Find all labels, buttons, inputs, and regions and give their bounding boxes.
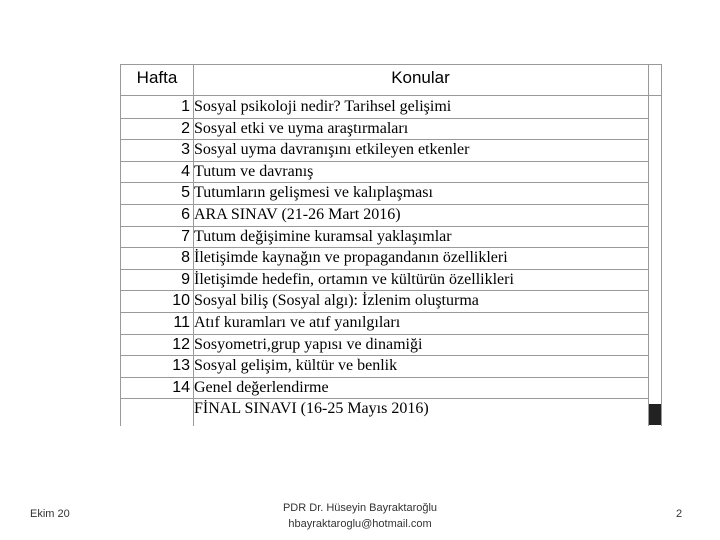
table-row	[121, 226, 648, 249]
topic-text: Sosyal etki ve uyma araştırmaları	[194, 119, 409, 137]
topic-text: FİNAL SINAVI (16-25 Mayıs 2016)	[194, 400, 429, 418]
week-number: 14	[172, 378, 190, 396]
column-divider	[648, 65, 649, 426]
dark-cell	[649, 404, 661, 425]
topic-text: Sosyal biliş (Sosyal algı): İzlenim oluşturma	[194, 292, 479, 310]
table-row	[121, 161, 648, 184]
topic-text: İletişimde hedefin, ortamın ve kültürün özellikleri	[194, 270, 514, 288]
table-row	[121, 312, 648, 335]
week-number: 3	[181, 141, 190, 159]
topic-text: Tutumların gelişmesi ve kalıplaşması	[194, 184, 433, 202]
table-header	[121, 65, 662, 96]
table-row	[121, 182, 648, 205]
week-number: 8	[181, 249, 190, 267]
topic-text: Sosyal uyma davranışını etkileyen etkenler	[194, 141, 470, 159]
table-row	[121, 398, 648, 420]
week-number: 5	[181, 184, 190, 202]
column-divider	[661, 65, 662, 426]
table-row	[121, 247, 648, 270]
topic-text: Tutum ve davranış	[194, 162, 314, 180]
schedule-table	[120, 64, 662, 426]
footer-date: Ekim 20	[30, 508, 70, 520]
topic-text: Sosyal gelişim, kültür ve benlik	[194, 357, 398, 375]
topic-text: Genel değerlendirme	[194, 378, 329, 396]
table-row	[121, 355, 648, 378]
header-topics: Konular	[391, 68, 450, 87]
table-row	[121, 334, 648, 357]
week-number: 6	[181, 206, 190, 223]
header-week: Hafta	[136, 68, 178, 87]
table-row	[121, 269, 648, 292]
week-number: 9	[181, 270, 190, 288]
topic-text: Atıf kuramları ve atıf yanılgıları	[194, 314, 401, 331]
topic-text: Sosyal psikoloji nedir? Tarihsel gelişimi	[194, 98, 452, 115]
table-row	[121, 204, 648, 227]
table-row	[121, 139, 648, 162]
page-number: 2	[676, 508, 683, 520]
topic-text: ARA SINAV (21-26 Mart 2016)	[194, 206, 401, 223]
week-number: 7	[181, 227, 190, 245]
topic-text: Sosyometri,grup yapısı ve dinamiği	[194, 335, 423, 353]
week-number: 13	[172, 357, 190, 375]
table-row	[121, 290, 648, 313]
week-number: 2	[181, 119, 190, 137]
table-row	[121, 118, 648, 141]
week-number: 11	[173, 314, 190, 331]
topic-text: Tutum değişimine kuramsal yaklaşımlar	[194, 227, 452, 245]
table-row	[121, 377, 648, 400]
footer-author-email: hbayraktaroglu@hotmail.com	[288, 518, 432, 530]
week-number: 4	[181, 162, 190, 180]
footer-author-name: PDR Dr. Hüseyin Bayraktaroğlu	[282, 502, 438, 514]
topic-text: İletişimde kaynağın ve propagandanın özellikleri	[194, 249, 508, 267]
week-number: 10	[172, 292, 190, 310]
table-row	[121, 96, 648, 119]
week-number: 12	[172, 335, 190, 353]
week-number: 1	[181, 98, 190, 115]
footer-author	[230, 500, 490, 532]
